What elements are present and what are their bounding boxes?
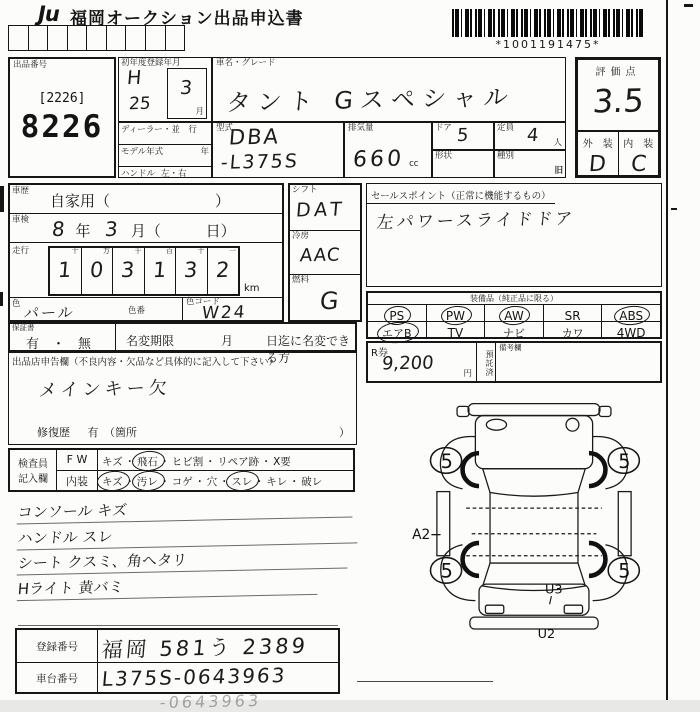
wheel-mark-fl: 5 <box>440 449 453 473</box>
inspector-row-2 <box>57 471 353 490</box>
capacity-label: 定員 <box>497 123 515 133</box>
vin-label: 車台番号 <box>17 663 98 694</box>
wheel-mark-fr: 5 <box>618 449 631 473</box>
details-box <box>8 183 284 322</box>
declaration-box <box>8 352 357 445</box>
recycle-label: R券 <box>371 348 388 359</box>
score-value: 3.5 <box>590 81 646 121</box>
car-outline <box>437 404 631 629</box>
warranty-cell <box>10 324 116 350</box>
mileage-cell: 十 3 <box>176 248 208 294</box>
repair-close: ） <box>339 426 350 439</box>
form-title: 福岡オークション出品申込書 <box>70 9 304 29</box>
warranty-label: 保証書 <box>12 323 35 332</box>
month-cell <box>167 68 207 119</box>
mileage-cell: 千 3 <box>113 248 145 294</box>
scan-mark <box>0 186 4 212</box>
capacity-value: 4 <box>526 124 540 147</box>
declaration-value: メインキー欠 <box>37 377 172 402</box>
wheel-mark-rr: 5 <box>618 559 631 583</box>
mileage-cell: 十 1 <box>50 248 82 294</box>
interior-item: スレ <box>231 476 253 488</box>
car-damage-diagram <box>400 400 668 643</box>
recycle-note-label: 備考欄 <box>499 343 522 352</box>
vin-ghost-text: -0643963 <box>159 690 262 712</box>
equip-ps: PS <box>389 309 405 323</box>
deadline-note: 日迄に名変できる方 <box>266 334 351 365</box>
exhibit-label: 出品番号 <box>13 60 48 70</box>
recycle-box <box>366 341 662 383</box>
sales-point-label: セールスポイント（正常に機能するもの） <box>367 187 555 204</box>
inspection-year: 8 <box>50 216 66 242</box>
model-code-label: 型式 <box>216 123 234 133</box>
inspector-table <box>8 448 355 492</box>
deadline-label: 名変期限 <box>126 334 175 348</box>
inspection-month-unit: 月（ <box>130 222 161 240</box>
registration-row <box>17 630 338 663</box>
exhibit-number: 8226 <box>20 109 104 145</box>
shape-cell <box>432 150 494 178</box>
code-grid <box>8 25 185 51</box>
score-label: 評価点 <box>595 67 641 78</box>
barcode-text: *1001191475* <box>495 38 601 51</box>
mileage-cell: 百 1 <box>145 248 177 294</box>
car-name-label: 車名・グレード <box>216 58 276 68</box>
note-line-2: ハンドル スレ <box>17 520 360 550</box>
equip-tv: TV <box>447 326 464 340</box>
dealer-rows-box <box>118 122 212 178</box>
displacement-unit: cc <box>409 159 419 169</box>
registration-table <box>15 628 340 694</box>
color-code-value: W24 <box>201 302 248 324</box>
damage-label-a2: A2 <box>412 527 431 544</box>
mileage-cell: 一 2 <box>214 247 236 283</box>
doors-value: 5 <box>456 124 470 147</box>
score-box <box>575 57 661 178</box>
note-line-3: シート クスミ、角ヘタリ <box>17 546 350 576</box>
mileage-digit-boxes <box>48 246 240 296</box>
inspection-month: 3 <box>104 216 120 242</box>
equip-sr: SR <box>564 309 581 323</box>
scan-mark <box>671 208 677 210</box>
repair-value: 有 （箇所 <box>87 426 137 439</box>
recycle-stamp: 預託済 <box>477 343 496 381</box>
displacement-box <box>344 122 432 178</box>
exterior-grade: D <box>588 151 608 178</box>
note-line-empty <box>18 603 338 626</box>
model-year-row <box>119 145 211 167</box>
equipment-title: 装備品（純正品に限る） <box>368 293 660 305</box>
displacement-value: 660 <box>351 146 406 173</box>
fuel-label: 燃料 <box>292 275 310 285</box>
damage-label-u3: U3 <box>544 582 563 598</box>
era-value: H <box>126 66 143 90</box>
fuel-value: G <box>318 286 340 316</box>
equipment-row-2 <box>368 322 660 339</box>
year-value: 25 <box>128 93 152 115</box>
handle-label: ハンドル <box>121 169 156 179</box>
score-subheader <box>578 130 658 152</box>
equip-aw: AW <box>504 309 524 323</box>
equip-airbag: エアB <box>382 327 412 340</box>
model-year-label: モデル年式 <box>121 147 164 157</box>
fw-item: ヒビ割 <box>171 456 204 468</box>
class-corner-mark: 旧 <box>554 165 563 176</box>
warranty-options: 有 ・ 無 <box>26 337 92 352</box>
barcode <box>452 9 644 37</box>
repair-label: 修復歴 <box>37 426 70 439</box>
scan-edge-line <box>666 0 668 700</box>
inspector-label-2: 記入欄 <box>18 474 48 485</box>
ac-value: AAC <box>299 244 342 267</box>
sales-point-box <box>366 183 662 287</box>
recycle-unit: 円 <box>463 368 472 379</box>
interior-item: コゲ <box>171 476 193 488</box>
repair-history <box>37 424 137 440</box>
registration-value: 福岡 581う 2389 <box>100 633 310 663</box>
inspector-row1-items <box>98 450 353 470</box>
inspection-label: 車検 <box>12 215 30 225</box>
capacity-cell <box>494 122 566 150</box>
equip-abs: ABS <box>619 309 644 323</box>
ac-cell <box>290 231 360 275</box>
doors-label: ドア <box>435 123 452 133</box>
note-line-1: コンソール キズ <box>17 494 355 524</box>
month-value: 3 <box>179 76 194 100</box>
interior-item: キレ <box>266 476 288 488</box>
color-label: 色 <box>12 299 21 309</box>
first-registration-box <box>118 57 212 122</box>
fw-item: キズ <box>102 456 123 468</box>
shift-cell <box>290 185 360 231</box>
exhibit-number-box <box>8 57 116 178</box>
spec-box <box>288 183 362 322</box>
ju-logo: Ju <box>38 2 59 26</box>
shape-label: 形状 <box>435 151 453 161</box>
declaration-label: 出品店申告欄（不良内容・欠品など具体的に記入して下さい） <box>12 357 279 368</box>
scan-mark <box>684 4 693 7</box>
inspector-row-1 <box>57 450 353 471</box>
equip-navi: ナビ <box>502 327 525 340</box>
equip-4wd: 4WD <box>616 326 646 340</box>
interior-label: 内 装 <box>623 139 654 150</box>
mileage-cell: 万 0 <box>82 248 114 294</box>
capacity-unit: 人 <box>553 137 562 148</box>
displacement-label: 排気量 <box>348 123 374 133</box>
mileage-unit: km <box>244 283 260 294</box>
dealer-row: ディーラー・並 行 <box>119 123 211 145</box>
car-name-value: タント Gスペシャル <box>225 82 517 118</box>
first-registration-label: 初年度登録年月 <box>121 58 181 68</box>
model-year-unit: 年 <box>200 147 209 157</box>
fw-item: 飛石 <box>136 456 158 468</box>
interior-grade: C <box>629 151 648 178</box>
fw-item: リペア跡 <box>217 456 260 468</box>
history-label: 車歴 <box>12 186 30 196</box>
equipment-table <box>366 291 662 339</box>
color-code-label: 色コード <box>186 297 221 307</box>
color-value: パール <box>23 303 76 323</box>
inspection-value <box>52 217 236 241</box>
model-code-line1: DBA <box>227 124 282 150</box>
vin-value: L375S-0643963 <box>100 663 288 691</box>
damage-label-u2: U2 <box>537 627 556 643</box>
sales-point-value: 左パワースライドドア <box>375 208 576 234</box>
registration-label: 登録番号 <box>17 630 98 662</box>
deadline-month-unit: 月 <box>221 334 234 348</box>
inspector-label-1: 検査員 <box>18 459 48 470</box>
exterior-label: 外 装 <box>578 132 619 152</box>
handle-options: 左・右 <box>161 169 187 179</box>
equip-leather: カワ <box>561 327 584 340</box>
shift-value: DAT <box>295 198 347 222</box>
equip-pw: PW <box>445 309 465 323</box>
bottom-rule <box>357 681 493 682</box>
class-label: 種別 <box>497 151 515 161</box>
note-line-4: Hライト 黄バミ <box>17 572 320 601</box>
car-name-box <box>212 57 566 122</box>
shift-label: シフト <box>292 185 318 195</box>
interior-item: 穴 <box>206 476 218 488</box>
color-no-label: 色番 <box>128 306 146 316</box>
scan-mark <box>0 292 3 306</box>
wheel-mark-rl: 5 <box>440 559 453 583</box>
inspector-row2-items <box>98 471 353 490</box>
recycle-note-cell <box>496 343 660 381</box>
doors-cell <box>432 122 494 150</box>
score-subvalues <box>578 152 658 178</box>
inspector-label-cell <box>10 450 57 490</box>
interior-item: キズ <box>102 476 123 488</box>
mileage-label: 走行 <box>12 246 30 256</box>
class-cell <box>494 150 566 178</box>
recycle-value: 9,200 <box>381 352 435 375</box>
history-value: 自家用（ ） <box>50 192 231 210</box>
model-code-box <box>212 122 344 178</box>
model-code-line2: -L375S <box>219 150 300 174</box>
month-unit: 月 <box>195 106 204 117</box>
name-change-cell <box>116 324 355 365</box>
fuel-cell <box>290 275 360 321</box>
interior-item: 汚レ <box>136 476 158 488</box>
exhibit-code: [2226] <box>38 91 86 106</box>
inspector-row2-head: 内装 <box>57 471 98 490</box>
fw-item: X要 <box>273 456 291 468</box>
inspection-year-unit: 年 <box>75 222 91 240</box>
ac-label: 冷房 <box>292 231 310 241</box>
vin-row <box>17 663 338 694</box>
recycle-cell <box>368 343 477 381</box>
equipment-row-1 <box>368 305 660 322</box>
interior-item: 破レ <box>301 476 323 488</box>
inspection-day-unit: 日） <box>205 222 236 240</box>
inspector-row1-head: F W <box>57 450 98 470</box>
